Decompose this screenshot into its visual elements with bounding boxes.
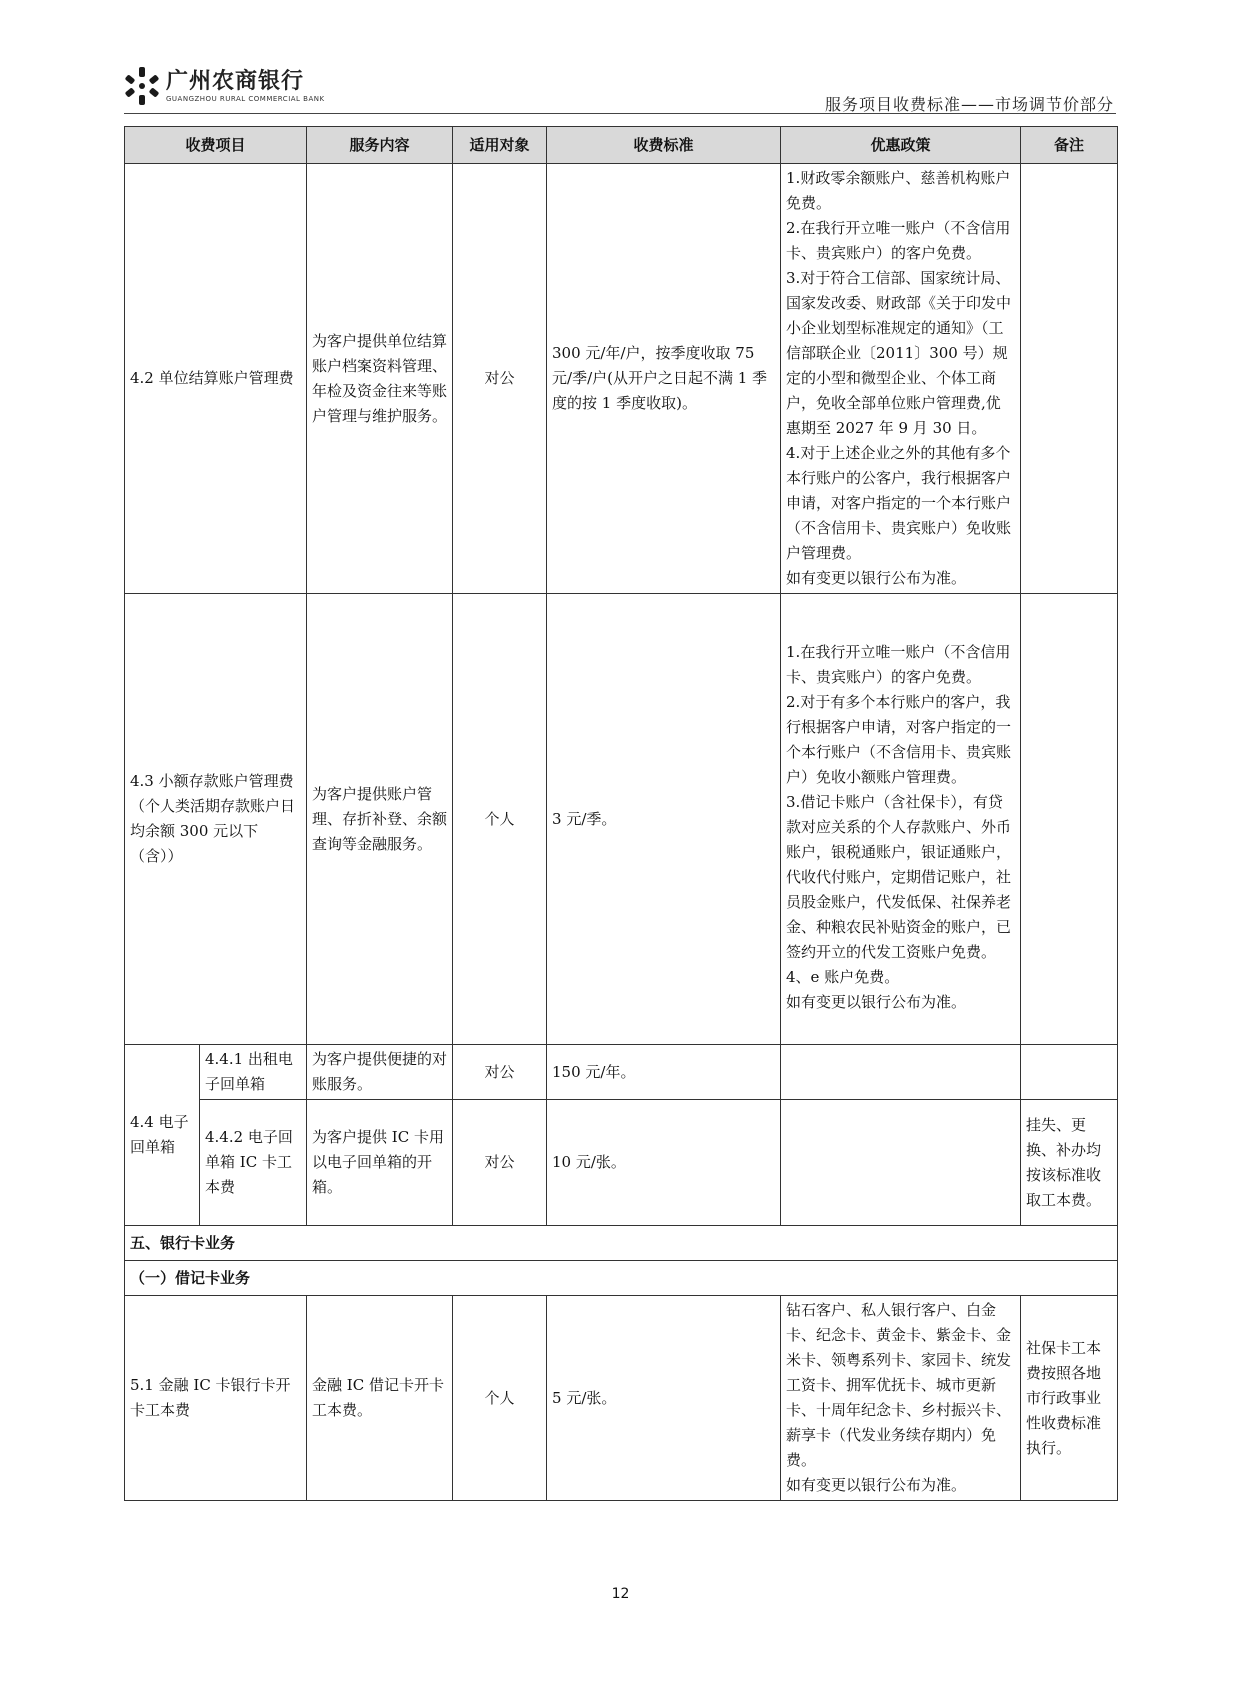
column-header-remark: 备注	[1021, 127, 1118, 164]
service-content: 为客户提供单位结算账户档案资料管理、年检及资金往来等账户管理与维护服务。	[307, 164, 453, 594]
discount-policy	[781, 1045, 1021, 1100]
column-header-policy: 优惠政策	[781, 127, 1021, 164]
table-row	[125, 1045, 1118, 1100]
fee-standard: 150 元/年。	[547, 1045, 781, 1100]
table-row	[125, 1296, 1118, 1501]
fee-standard: 10 元/张。	[547, 1100, 781, 1226]
discount-policy: 1.财政零余额账户、慈善机构账户免费。 2.在我行开立唯一账户（不含信用卡、贵宾账户）的客户免费。 3.对于符合工信部、国家统计局、国家发改委、财政部《关于印发中小企业划型标准规定的通知》（工信部联企业〔2011〕300 号）规定的小型和微型企业、个体工商户，免收全部单位账户管理费,优惠期至 2027 年 9 月 30 日。 4.对于上述企业之外的其他有多个本行账户的公客户，我行根据客户申请，对客户指定的一个本行账户（不含信用卡、贵宾账户）免收账户管理费。 如有变更以银行公布为准。	[781, 164, 1021, 594]
fee-item: 4.4.1 出租电子回单箱	[200, 1045, 307, 1100]
service-content: 为客户提供便捷的对账服务。	[307, 1045, 453, 1100]
applicable-target: 对公	[453, 1045, 547, 1100]
fee-standard: 3 元/季。	[547, 594, 781, 1045]
service-content: 为客户提供账户管理、存折补登、余额查询等金融服务。	[307, 594, 453, 1045]
fee-table	[124, 126, 1118, 1501]
applicable-target: 对公	[453, 1100, 547, 1226]
subsection-heading: （一）借记卡业务	[125, 1261, 1118, 1296]
remark	[1021, 1045, 1118, 1100]
section-heading: 五、银行卡业务	[125, 1226, 1118, 1261]
remark: 社保卡工本费按照各地市行政事业性收费标准执行。	[1021, 1296, 1118, 1501]
fee-standard: 5 元/张。	[547, 1296, 781, 1501]
service-content: 金融 IC 借记卡开卡工本费。	[307, 1296, 453, 1501]
fee-standard: 300 元/年/户，按季度收取 75 元/季/户(从开户之日起不满 1 季度的按 1 季度收取)。	[547, 164, 781, 594]
column-header-item: 收费项目	[125, 127, 307, 164]
fee-group-item: 4.4 电子回单箱	[125, 1045, 200, 1226]
fee-item: 4.3 小额存款账户管理费（个人类活期存款账户日均余额 300 元以下（含））	[125, 594, 307, 1045]
fee-item: 4.2 单位结算账户管理费	[125, 164, 307, 594]
column-header-standard: 收费标准	[547, 127, 781, 164]
logo-chinese-name: 广州农商银行	[166, 68, 305, 94]
table-row	[125, 594, 1118, 1045]
fee-item: 4.4.2 电子回单箱 IC 卡工本费	[200, 1100, 307, 1226]
page-number: 12	[611, 1586, 630, 1602]
bank-logo-icon	[124, 64, 160, 108]
remark: 挂失、更换、补办均按该标准收取工本费。	[1021, 1100, 1118, 1226]
applicable-target: 个人	[453, 1296, 547, 1501]
header-title: 服务项目收费标准——市场调节价部分	[824, 95, 1114, 114]
discount-policy: 钻石客户、私人银行客户、白金卡、纪念卡、黄金卡、紫金卡、金米卡、领粤系列卡、家园卡、统发工资卡、拥军优抚卡、城市更新卡、十周年纪念卡、乡村振兴卡、薪享卡（代发业务续存期内）免费。 如有变更以银行公布为准。	[781, 1296, 1021, 1501]
column-header-target: 适用对象	[453, 127, 547, 164]
section-row	[125, 1261, 1118, 1296]
discount-policy: 1.在我行开立唯一账户（不含信用卡、贵宾账户）的客户免费。 2.对于有多个本行账户的客户，我行根据客户申请，对客户指定的一个本行账户（不含信用卡、贵宾账户）免收小额账户管理费。 3.借记卡账户（含社保卡），有贷款对应关系的个人存款账户、外币账户，银税通账户，银证通账户，代收代付账户，定期借记账户，社员股金账户，代发低保、社保养老金、种粮农民补贴资金的账户，已签约开立的代发工资账户免费。 4、e 账户免费。 如有变更以银行公布为准。	[781, 594, 1021, 1045]
fee-item: 5.1 金融 IC 卡银行卡开卡工本费	[125, 1296, 307, 1501]
page-header	[124, 58, 1114, 114]
remark	[1021, 164, 1118, 594]
bank-logo	[124, 62, 325, 110]
section-row	[125, 1226, 1118, 1261]
applicable-target: 个人	[453, 594, 547, 1045]
service-content: 为客户提供 IC 卡用以电子回单箱的开箱。	[307, 1100, 453, 1226]
table-row	[125, 1100, 1118, 1226]
applicable-target: 对公	[453, 164, 547, 594]
remark	[1021, 594, 1118, 1045]
logo-english-name: GUANGZHOU RURAL COMMERCIAL BANK	[166, 94, 325, 103]
discount-policy	[781, 1100, 1021, 1226]
table-header-row	[125, 127, 1118, 164]
header-divider	[124, 113, 1116, 114]
column-header-content: 服务内容	[307, 127, 453, 164]
table-row	[125, 164, 1118, 594]
